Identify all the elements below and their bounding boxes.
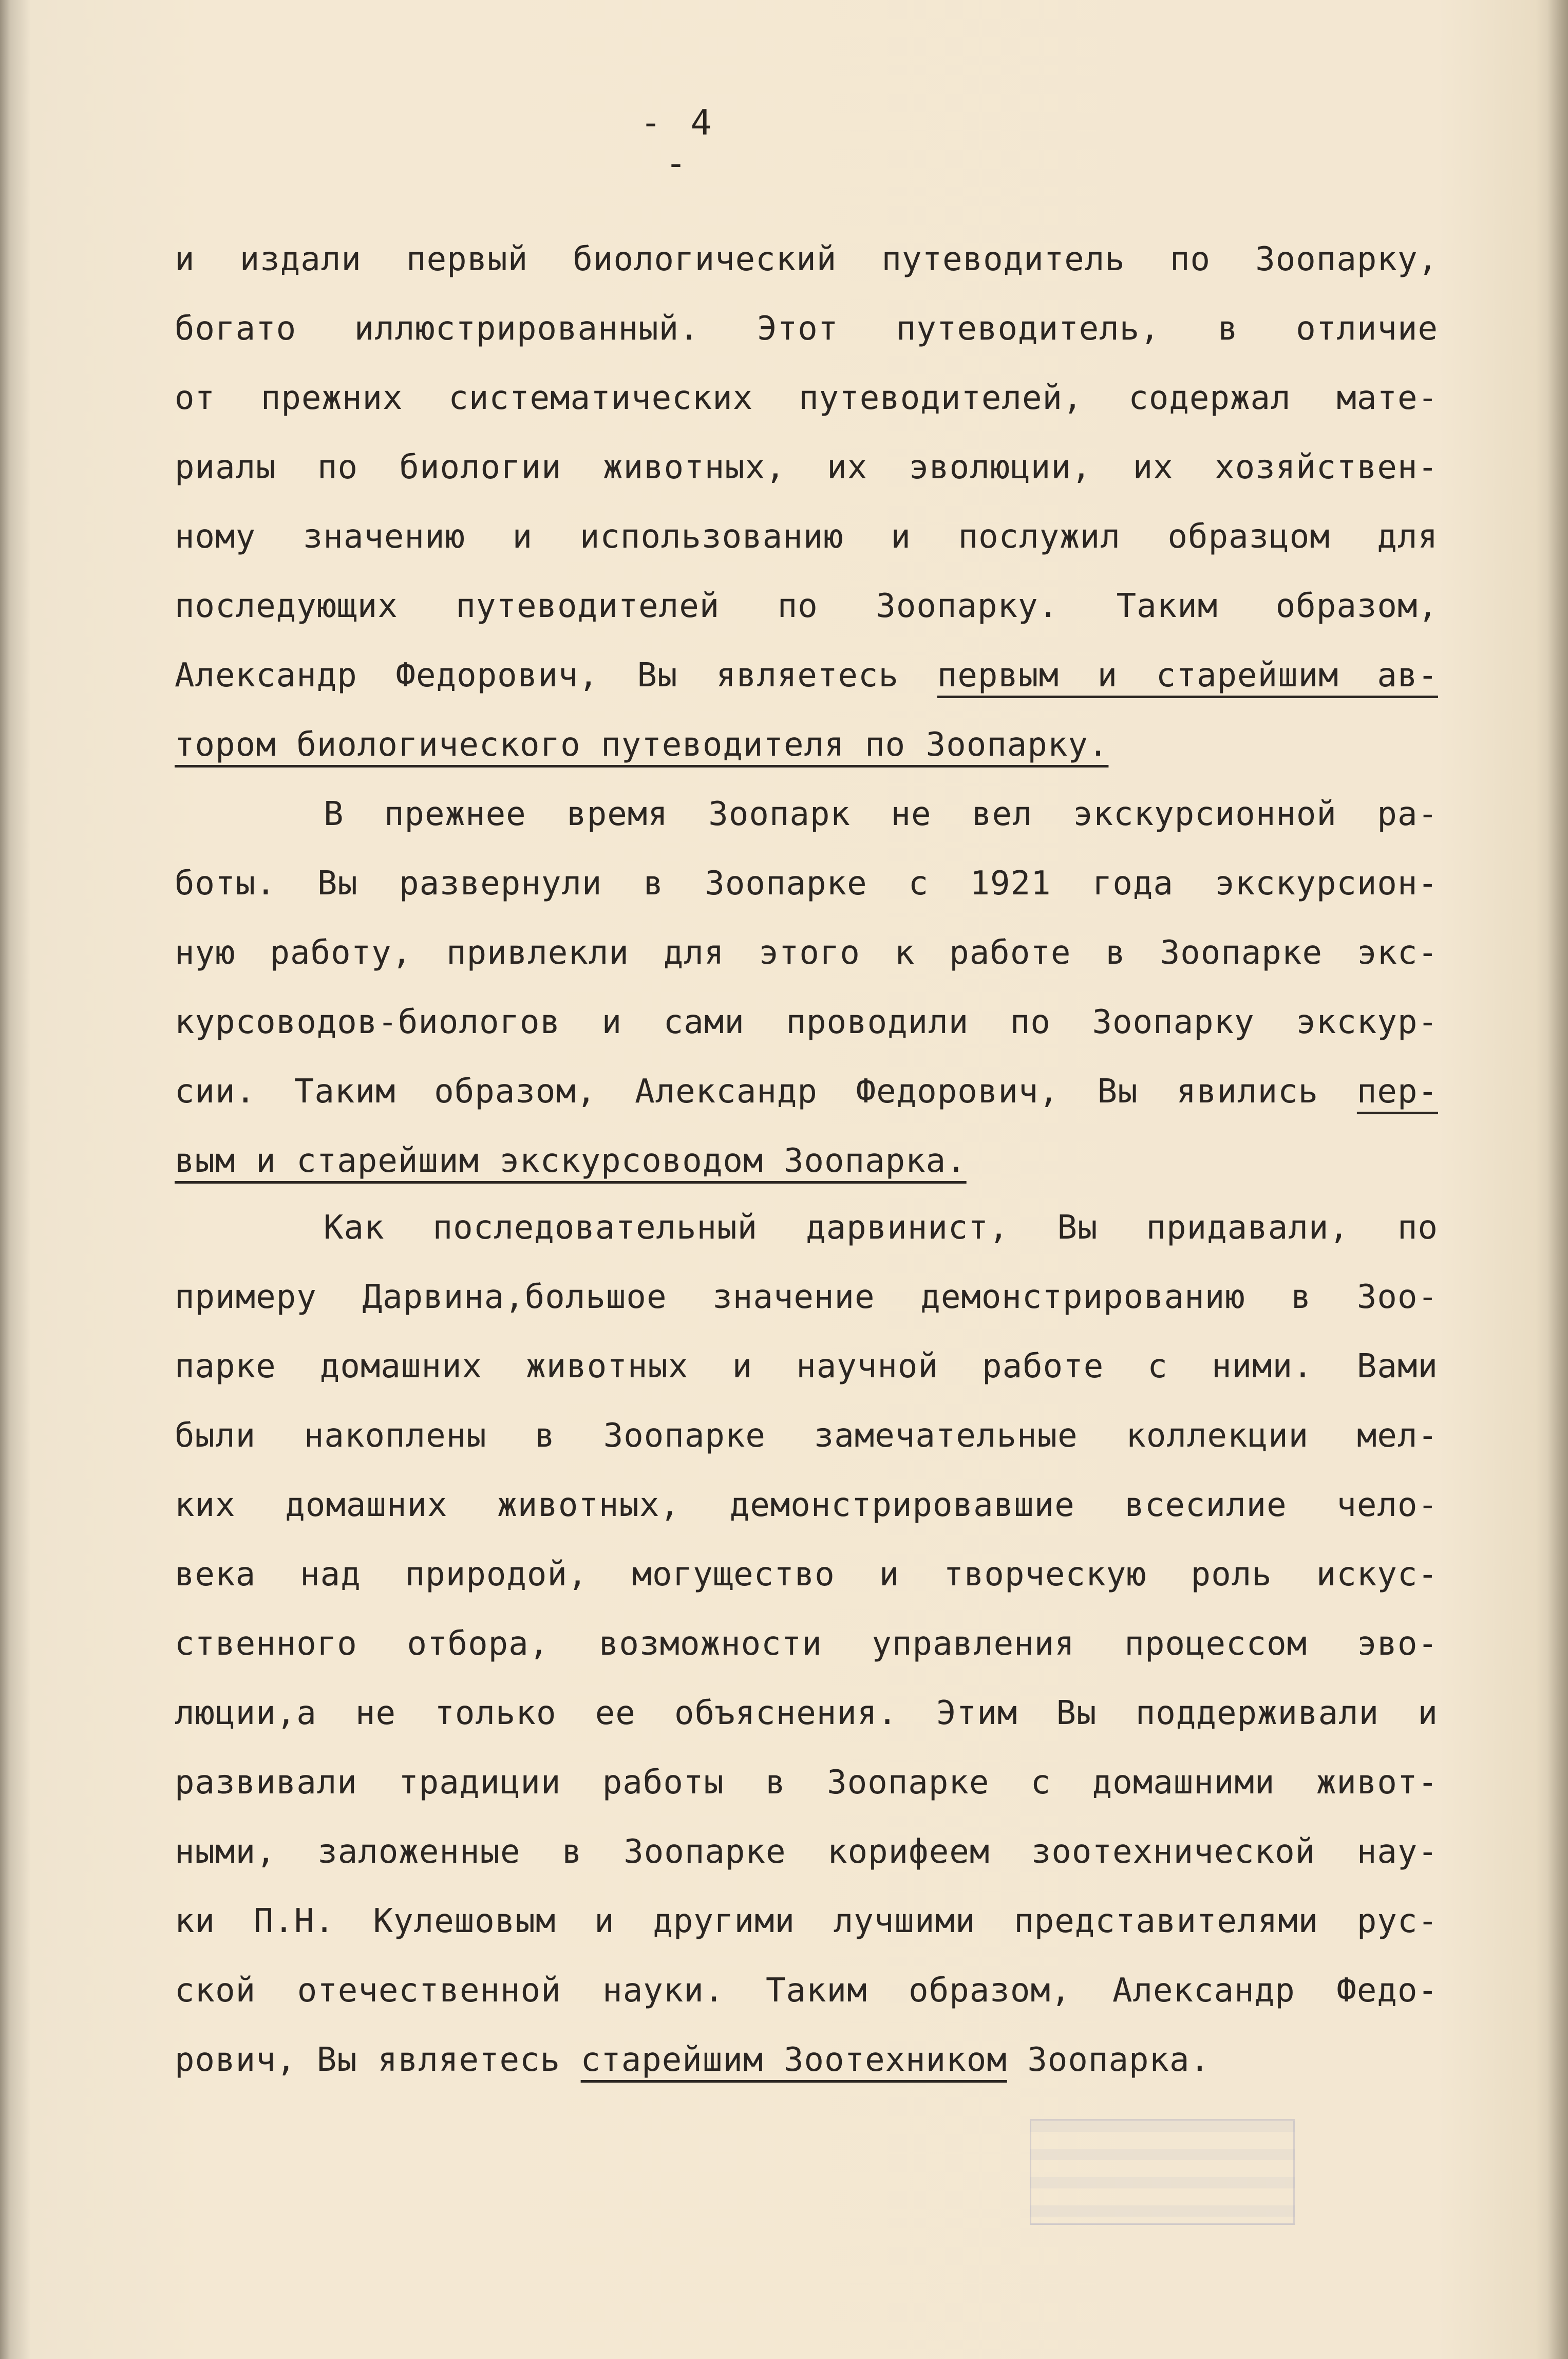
text-line-24: ными, заложенные в Зоопарке корифеем зоотехнической нау- (175, 1833, 1438, 1871)
text-line-12: курсоводов-биологов и сами проводили по Зоопарку экскур- (175, 1003, 1438, 1041)
underlined-phrase-line-13: пер- (1356, 1073, 1438, 1111)
text-line-25: ки П.Н. Кулешовым и другими лучшими представителями рус- (175, 1902, 1438, 1940)
text-line-23: развивали традиции работы в Зоопарке с домашними живот- (175, 1764, 1438, 1802)
underlined-phrase-line-8: тором биологического путеводителя по Зоопарку. (175, 726, 1109, 764)
text-line-20: века над природой, могущество и творческую роль искус- (175, 1556, 1438, 1594)
text-line-22: люции,а не только ее объяснения. Этим Вы поддерживали и (175, 1694, 1438, 1732)
underlined-phrase-line-27: старейшим Зоотехником (580, 2041, 1007, 2079)
text-line-9: В прежнее время Зоопарк не вел экскурсионной ра- (324, 795, 1438, 833)
text-line-18: были накоплены в Зоопарке замечательные коллекции мел- (175, 1417, 1438, 1455)
text-line-6: последующих путеводителей по Зоопарку. Таким образом, (175, 587, 1438, 625)
text-line-16: примеру Дарвина,большое значение демонстрированию в Зоо- (175, 1278, 1438, 1316)
text-line-17: парке домашних животных и научной работе с ними. Вами (175, 1347, 1438, 1386)
text-line-1: и издали первый биологический путеводитель по Зоопарку, (175, 240, 1438, 278)
underlined-phrase-line-7: первым и старейшим ав- (937, 657, 1439, 695)
text-line-3: от прежних систематических путеводителей, содержал мате- (175, 379, 1438, 417)
text-line-11: ную работу, привлекли для этого к работе в Зоопарке экс- (175, 934, 1438, 972)
text-line-15: Как последовательный дарвинист, Вы придавали, по (324, 1209, 1438, 1247)
archive-stamp (1030, 2119, 1295, 2225)
text-line-5: ному значению и использованию и послужил образцом для (175, 518, 1438, 556)
text-line-26: ской отечественной науки. Таким образом, Александр Федо- (175, 1972, 1438, 2010)
underlined-phrase-line-14: вым и старейшим экскурсоводом Зоопарка. (175, 1142, 967, 1180)
text-line-7: Александр Федорович, Вы являетесь первым и старейшим ав- (175, 657, 1439, 695)
text-line-14 (175, 1135, 1438, 1187)
text-line-4: риалы по биологии животных, их эволюции, их хозяйствен- (175, 448, 1438, 486)
page-edge-shadow (1547, 0, 1568, 2359)
text-line-19: ких домашних животных, демонстрировавшие всесилие чело- (175, 1486, 1438, 1524)
text-line-10: боты. Вы развернули в Зоопарке с 1921 года экскурсион- (175, 865, 1438, 903)
text-line-2: богато иллюстрированный. Этот путеводитель, в отличие (175, 310, 1438, 348)
text-line-13: сии. Таким образом, Александр Федорович, Вы явились пер- (175, 1073, 1438, 1111)
text-line-21: ственного отбора, возможности управления процессом эво- (175, 1625, 1438, 1663)
text-line-27: рович, Вы являетесь старейшим Зоотехником Зоопарка. (175, 2041, 1211, 2079)
page-number: - 4 - (640, 103, 716, 184)
text-line-8 (175, 719, 1438, 771)
